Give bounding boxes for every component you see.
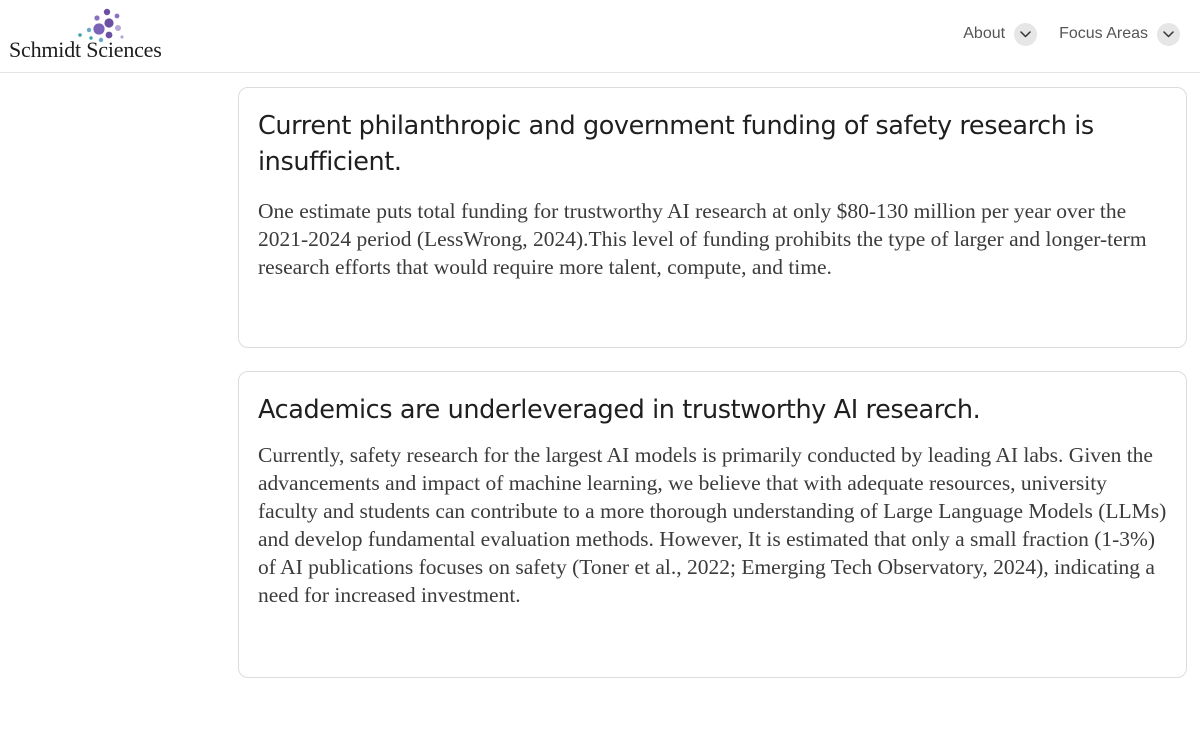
focus-areas-dropdown-button[interactable] — [1157, 23, 1180, 46]
chevron-down-icon — [1163, 31, 1174, 38]
card-title: Current philanthropic and government funding of safety research is insufficient. — [258, 111, 1094, 177]
card-title: Academics are underleveraged in trustworthy AI research. — [258, 395, 981, 425]
main-nav — [941, 21, 1180, 47]
card-body: Currently, safety research for the largest AI models is primarily conducted by leading AI labs. Given the advancements and impact of machine learning, we believe that with adequate resources, university faculty and students can contribute to a more thorough understanding of Large Language Models (LLMs) and develop fundamental evaluation methods. However, It is estimated that only a small fraction (1-3%) of AI publications focuses on safety (Toner et al., 2022; Emerging Tech Observatory, 2024), indicating a need for increased investment. — [258, 443, 1167, 607]
nav-item-about[interactable] — [963, 23, 1037, 46]
nav-label-focus-areas: Focus Areas — [1059, 25, 1148, 42]
info-card-academics — [238, 371, 1187, 678]
card-body: One estimate puts total funding for trustworthy AI research at only $80-130 million per year over the 2021-2024 period (LessWrong, 2024).This level of funding prohibits the type of larger and longer-term research efforts that would require more talent, compute, and time. — [258, 199, 1147, 279]
nav-label-about: About — [963, 25, 1006, 42]
info-card-funding — [238, 87, 1187, 348]
nav-item-focus-areas[interactable] — [1059, 23, 1180, 46]
brand-name: Schmidt Sciences — [9, 37, 162, 62]
chevron-down-icon — [1020, 31, 1031, 38]
about-dropdown-button[interactable] — [1014, 23, 1037, 46]
site-header — [0, 0, 1200, 73]
brand-logo-link[interactable] — [9, 6, 179, 64]
